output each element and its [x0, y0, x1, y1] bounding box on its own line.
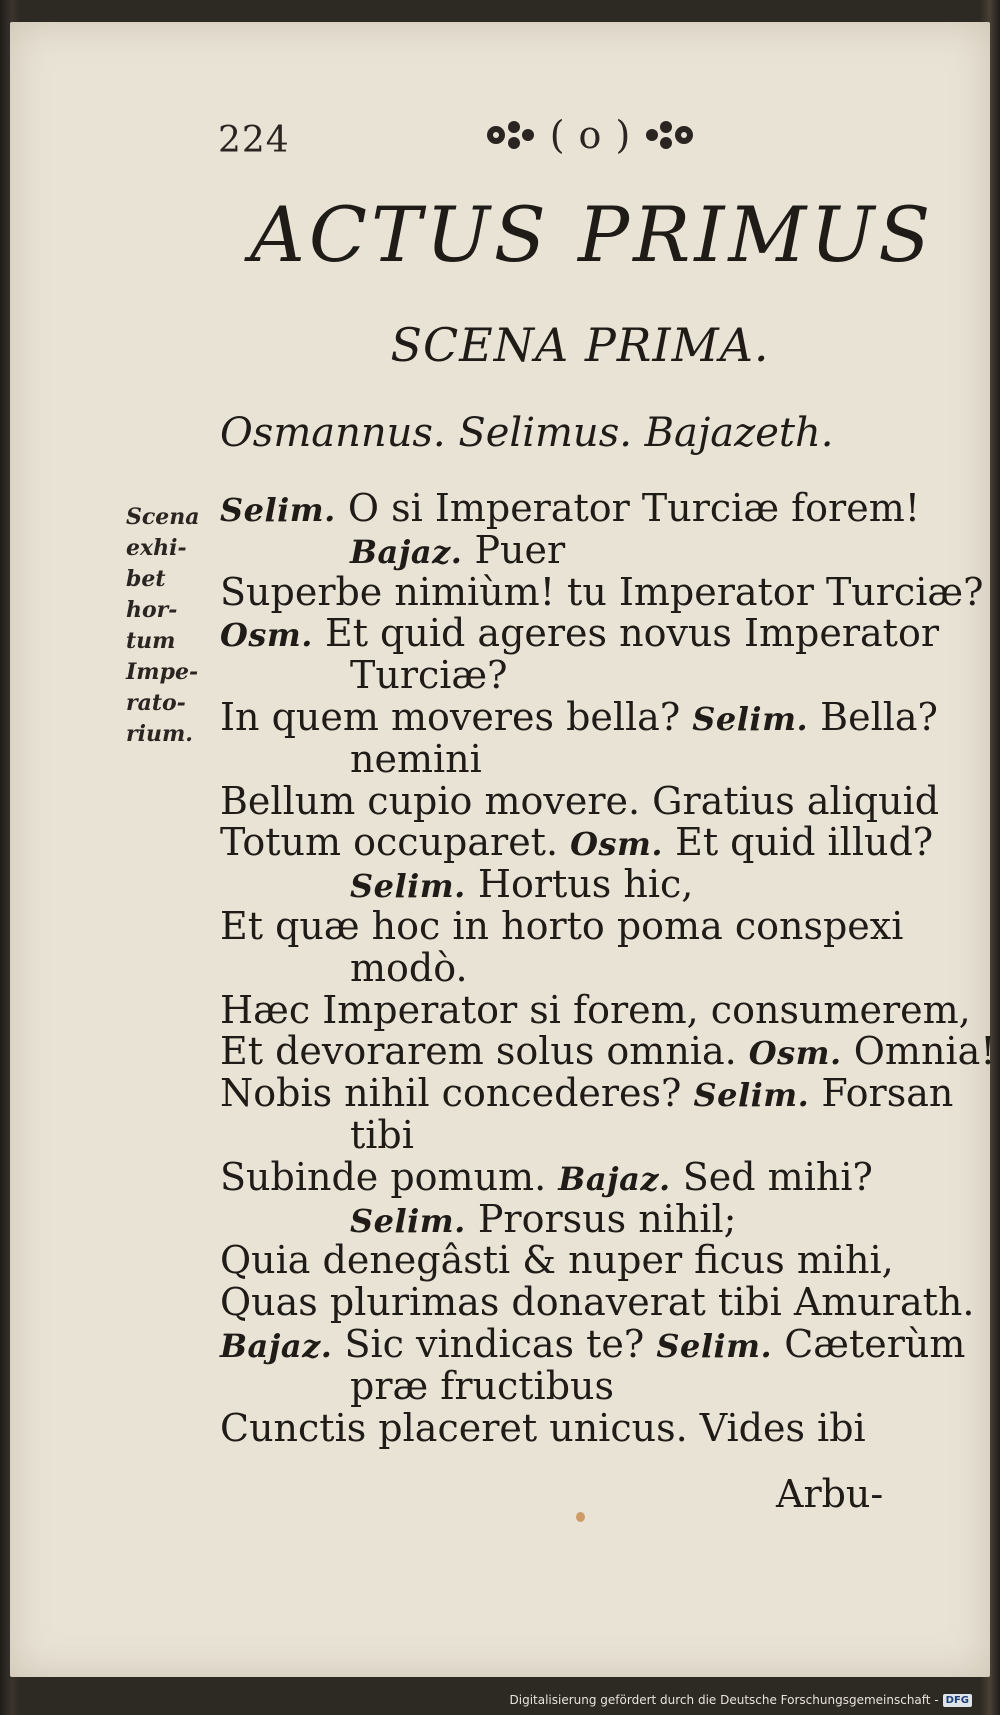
speaker-name: Selim.: [350, 867, 466, 906]
margin-note-line: rato-: [126, 690, 186, 716]
digitization-note: [510, 1693, 973, 1707]
verse-text-segment: Quas plurimas donaverat tibi Amurath.: [220, 1280, 975, 1325]
verse-line: [220, 1363, 920, 1408]
verse-line: [220, 987, 971, 1032]
speaker-name: Osm.: [220, 616, 313, 655]
speaker-name: Osm.: [570, 825, 663, 864]
margin-note-line: tum: [126, 628, 176, 654]
speaker-name: Bajaz.: [558, 1159, 671, 1198]
speaker-name: Selim.: [220, 491, 336, 529]
act-title: ACTUS PRIMUS: [250, 190, 935, 279]
verse-line: [220, 1112, 920, 1157]
verse-line: [220, 864, 920, 906]
header-paren-close: ): [615, 113, 631, 157]
verse-line: [220, 820, 934, 865]
verse-text-segment: In quem moveres bella?: [220, 694, 693, 739]
margin-note-line: bet: [126, 566, 166, 592]
verse-text-segment: Superbe nimiùm! tu Imperator Turciæ?: [220, 569, 984, 614]
verse-line: [220, 1071, 954, 1116]
verse-text-segment: Sic vindicas te?: [332, 1321, 657, 1366]
verse-line: [220, 1280, 975, 1325]
verse-text-segment: O si Imperator Turciæ forem!: [335, 486, 921, 530]
catchword: Arbu-: [776, 1472, 884, 1516]
verse-text-segment: Turciæ?: [350, 653, 508, 698]
header-paren-open: (: [549, 113, 565, 157]
margin-note-line: rium.: [126, 721, 193, 747]
verse-text-segment: Omnia!: [841, 1029, 996, 1074]
verse-line: [220, 736, 920, 781]
speaker-name: Selim.: [693, 1076, 810, 1115]
verse-text-segment: Forsan: [809, 1071, 954, 1116]
margin-note-line: exhi-: [126, 535, 187, 561]
verse-text-segment: Hæc Imperator si forem, consumerem,: [220, 987, 971, 1032]
verse-text-segment: modò.: [350, 945, 468, 990]
dfg-logo: DFG: [943, 1694, 972, 1707]
margin-note-line: hor-: [126, 597, 178, 623]
verse-text-segment: Bellum cupio movere. Gratius aliquid: [220, 778, 940, 823]
verse-line: [220, 903, 920, 948]
verse-line: [220, 694, 938, 739]
dramatis-personae: Osmannus. Selimus. Bajazeth.: [220, 410, 834, 456]
verse-text-segment: Hortus hic,: [465, 862, 694, 907]
fleuron-right-icon: [644, 117, 696, 153]
verse-text: [220, 486, 996, 1450]
speaker-name: Bajaz.: [350, 532, 463, 571]
margin-note-line: Scena: [126, 504, 200, 530]
verse-text-segment: Sed mihi?: [670, 1154, 873, 1199]
verse-line: [220, 945, 920, 990]
verse-text-segment: tibi: [350, 1112, 414, 1157]
verse-text-segment: Et quid illud?: [663, 820, 934, 865]
verse-text-segment: Cunctis placeret unicus. Vides ibi: [220, 1405, 866, 1450]
verse-line: [220, 778, 940, 823]
header-ornament: [450, 110, 730, 160]
verse-text-segment: Totum occuparet.: [220, 820, 571, 865]
verse-line: [220, 569, 984, 614]
speaker-name: Selim.: [656, 1326, 773, 1365]
verse-line: [220, 655, 920, 697]
header-mark: o: [578, 113, 602, 157]
verse-text-segment: Et quæ hoc in horto poma conspexi: [220, 903, 904, 948]
verse-text-segment: Subinde pomum.: [220, 1154, 559, 1199]
verse-text-segment: Puer: [462, 527, 566, 572]
verse-line: [220, 1405, 920, 1450]
page-number: 224: [218, 120, 290, 161]
verse-line: [220, 1154, 920, 1199]
speaker-name: Osm.: [748, 1034, 842, 1073]
ink-spot: [576, 1512, 585, 1522]
speaker-name: Selim.: [350, 1201, 466, 1240]
verse-text-segment: Cæterùm: [772, 1321, 966, 1366]
verse-text-segment: nemini: [350, 736, 482, 781]
margin-note: [126, 502, 206, 750]
verse-text-segment: præ fructibus: [350, 1363, 614, 1408]
verse-line: [220, 611, 939, 656]
verse-text-segment: Et quid ageres novus Imperator: [312, 611, 939, 656]
margin-note-line: Impe-: [126, 659, 199, 685]
verse-text-segment: Quia denegâsti & nuper ficus mihi,: [220, 1238, 894, 1283]
verse-text-segment: Et devorarem solus omnia.: [220, 1029, 749, 1074]
verse-line: [220, 488, 920, 530]
speaker-name: Selim.: [692, 699, 809, 738]
verse-text-segment: Prorsus nihil;: [465, 1196, 737, 1241]
verse-line: [220, 1029, 996, 1074]
verse-line: [220, 1321, 966, 1366]
funding-notice: Digitalisierung gefördert durch die Deutsche Forschungsgemeinschaft -: [509, 1693, 939, 1707]
scene-title: SCENA PRIMA.: [390, 318, 770, 372]
fleuron-left-icon: [484, 117, 536, 153]
verse-text-segment: Nobis nihil concederes?: [220, 1071, 694, 1116]
speaker-name: Bajaz.: [220, 1326, 333, 1365]
verse-line: [220, 527, 920, 572]
verse-line: [220, 1196, 920, 1241]
verse-line: [220, 1240, 920, 1282]
verse-text-segment: Bella?: [808, 694, 938, 739]
